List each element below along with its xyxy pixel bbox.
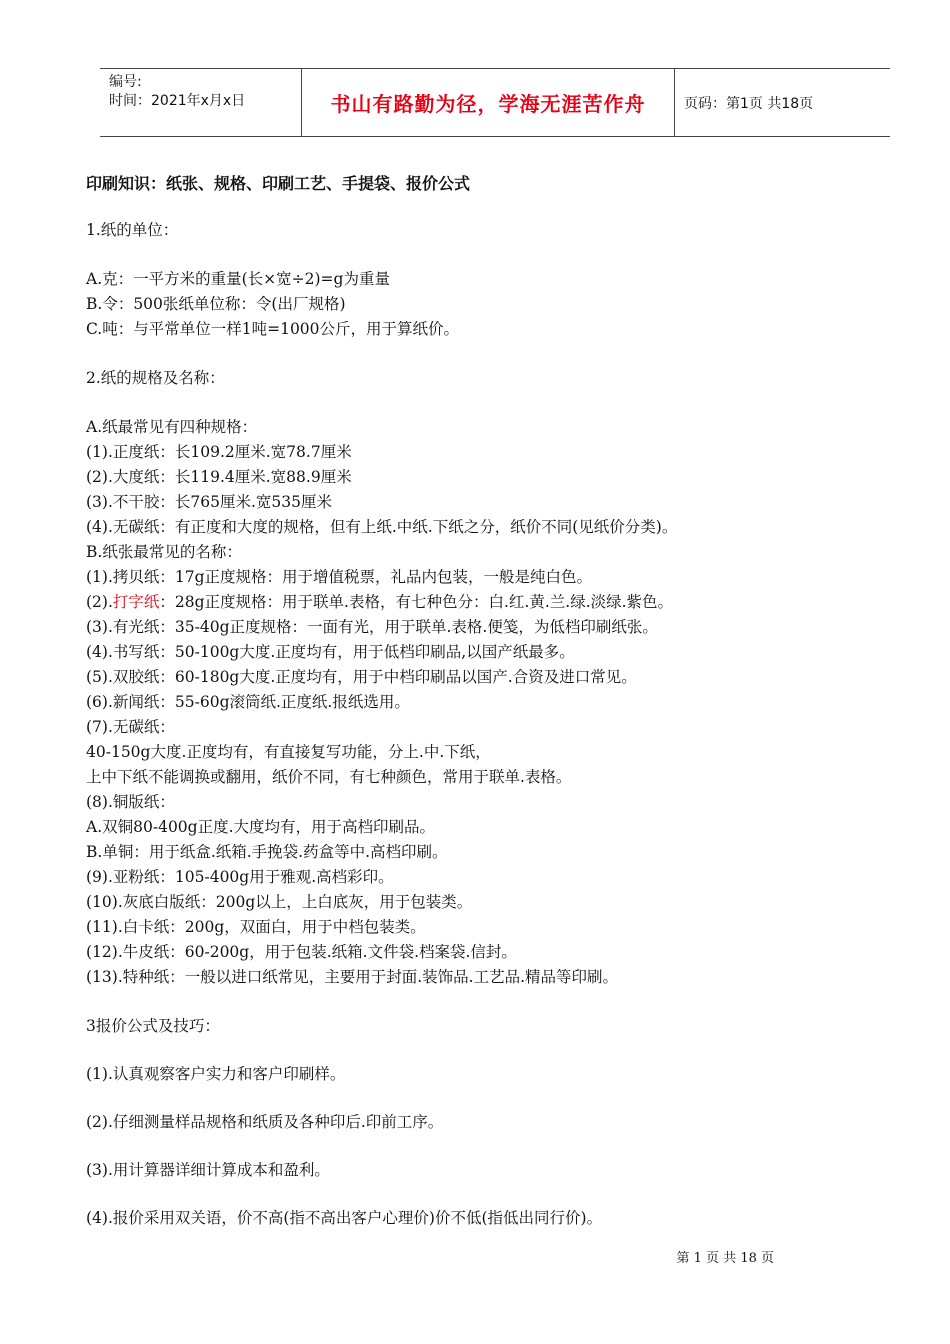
section1-line: A.克：一平方米的重量(长×宽÷2)=g为重量 [86,270,390,288]
section1-line: B.令：500张纸单位称：令(出厂规格) [86,295,346,313]
section2-b-item: (5).双胶纸：60-180g大度.正度均有，用于中档印刷品以国产.合资及进口常见。 [86,668,637,686]
section2-b-item: (1).拷贝纸：17g正度规格：用于增值税票，礼品内包装，一般是纯白色。 [86,568,593,586]
section2-b-item: (3).有光纸：35-40g正度规格：一面有光，用于联单.表格.便笺，为低档印刷纸张。 [86,618,658,636]
section2-b-item: (7).无碳纸： [86,718,175,736]
section2-b-item: (11).白卡纸：200g，双面白，用于中档包装类。 [86,918,426,936]
highlighted-term: 打字纸 [112,593,160,611]
section1-line: C.吨：与平常单位一样1吨=1000公斤，用于算纸价。 [86,320,460,338]
section2-heading: 2.纸的规格及名称： [86,369,225,387]
section2-b-item: (4).书写纸：50-100g大度.正度均有，用于低档印刷品,以国产纸最多。 [86,643,575,661]
item-text: ：28g正度规格：用于联单.表格，有七种色分：白.红.黄.兰.绿.淡绿.紫色。 [159,593,674,611]
section2-b-item: B.单铜：用于纸盒.纸箱.手挽袋.药盒等中.高档印刷。 [86,843,448,861]
section2-b-item: (10).灰底白版纸：200g以上，上白底灰，用于包装类。 [86,893,473,911]
section2-b-item [86,590,876,615]
header-meta [100,69,302,136]
number-label: 编号: [109,74,142,90]
section2-b-item: (12).牛皮纸：60-200g，用于包装.纸箱.文件袋.档案袋.信封。 [86,943,517,961]
section2-b-heading: B.纸张最常见的名称： [86,543,242,561]
section2-a-heading: A.纸最常见有四种规格： [86,418,258,436]
page-footer: 第 1 页 共 18 页 [676,1251,774,1266]
document-header [100,68,890,137]
section3-item: (1).认真观察客户实力和客户印刷样。 [86,1065,346,1083]
header-motto-cell [302,69,675,136]
document-title: 印刷知识：纸张、规格、印刷工艺、手提袋、报价公式 [86,174,471,193]
header-page-cell [675,69,890,136]
section2-a-item: (4).无碳纸：有正度和大度的规格，但有上纸.中纸.下纸之分，纸价不同(见纸价分类)。 [86,518,678,536]
section2-a-item: (1).正度纸：长109.2厘米.宽78.7厘米 [86,443,352,461]
header-page-label: 页码：第1页 共18页 [684,95,814,112]
section3-item: (2).仔细测量样品规格和纸质及各种印后.印前工序。 [86,1113,444,1131]
section2-b-item: (9).亚粉纸：105-400g用于雅观.高档彩印。 [86,868,394,886]
item-number: (2). [86,593,113,611]
section2-b-item: (13).特种纸：一般以进口纸常见，主要用于封面.装饰品.工艺品.精品等印刷。 [86,968,619,986]
document-body [86,218,876,1231]
header-motto: 书山有路勤为径，学海无涯苦作舟 [330,92,646,116]
section3-heading: 3报价公式及技巧： [86,1017,220,1035]
section3-item: (3).用计算器详细计算成本和盈利。 [86,1161,330,1179]
section2-a-item: (3).不干胶：长765厘米.宽535厘米 [86,493,332,511]
section1-heading: 1.纸的单位： [86,221,179,239]
section2-b-item: 上中下纸不能调换或翻用，纸价不同，有七种颜色，常用于联单.表格。 [86,768,572,786]
section2-b-item: A.双铜80-400g正度.大度均有，用于高档印刷品。 [86,818,436,836]
section2-b-item: (8).铜版纸： [86,793,175,811]
section2-a-item: (2).大度纸：长119.4厘米.宽88.9厘米 [86,468,352,486]
time-label: 时间：2021年x月x日 [109,93,246,109]
section3-item: (4).报价采用双关语，价不高(指不高出客户心理价)价不低(指低出同行价)。 [86,1209,603,1227]
section2-b-item: (6).新闻纸：55-60g滚筒纸.正度纸.报纸选用。 [86,693,410,711]
section2-b-item: 40-150g大度.正度均有，有直接复写功能，分上.中.下纸， [86,743,491,761]
